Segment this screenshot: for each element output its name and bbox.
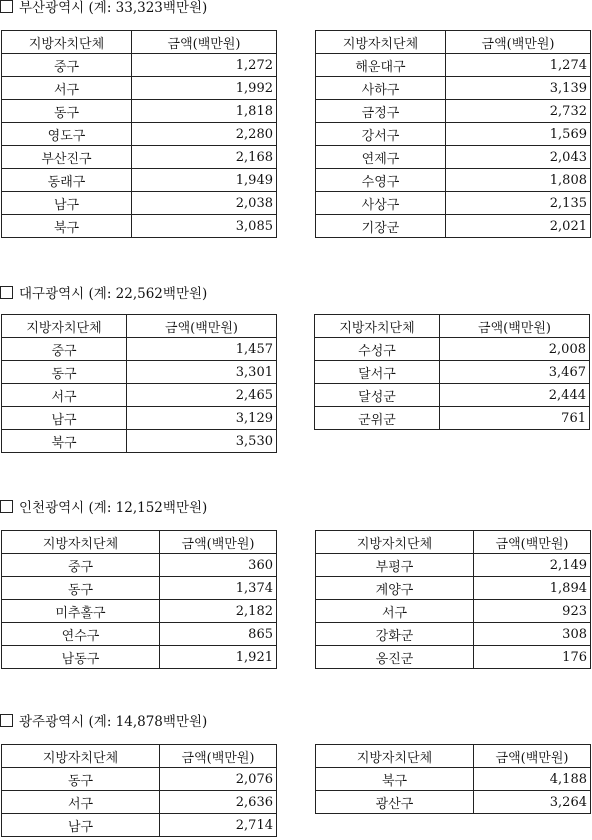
amount-value: 923 [474, 600, 591, 623]
table-row [316, 768, 591, 791]
table-row [2, 146, 277, 169]
amount-value: 1,808 [446, 169, 591, 192]
section-total: (계: 14,878백만원) [88, 714, 208, 730]
amount-value: 3,139 [446, 77, 591, 100]
amount-value: 2,076 [160, 768, 277, 791]
checkbox-square-icon [0, 500, 13, 513]
amount-value: 1,272 [132, 54, 277, 77]
table-body [2, 768, 277, 837]
table-row [2, 768, 277, 791]
municipality-name: 서구 [2, 77, 132, 100]
municipality-name: 동구 [2, 577, 160, 600]
table-row [2, 123, 277, 146]
table-row [2, 192, 277, 215]
table-row [2, 169, 277, 192]
municipality-name: 부평구 [316, 554, 474, 577]
checkbox-square-icon [0, 0, 13, 13]
amount-value: 3,085 [132, 215, 277, 238]
header-name: 지방자치단체 [2, 531, 160, 554]
amount-value: 865 [160, 623, 277, 646]
municipality-name: 동구 [2, 768, 160, 791]
municipality-name: 남구 [2, 407, 127, 430]
amount-value: 3,301 [127, 361, 277, 384]
table-row [2, 54, 277, 77]
municipality-name: 영도구 [2, 123, 132, 146]
table-row [316, 623, 591, 646]
left-table [1, 314, 277, 453]
table-row [2, 430, 277, 453]
table-body [2, 338, 277, 453]
section-total: (계: 33,323백만원) [88, 0, 208, 16]
municipality-name: 해운대구 [316, 54, 446, 77]
right-table [315, 30, 591, 238]
municipality-name: 남구 [2, 814, 160, 837]
table-row [316, 192, 591, 215]
amount-value: 2,149 [474, 554, 591, 577]
table-header-row [315, 315, 590, 338]
header-amount: 금액(백만원) [440, 315, 590, 338]
left-table [1, 744, 277, 837]
table-body [316, 768, 591, 814]
municipality-name: 수영구 [316, 169, 446, 192]
municipality-name: 남동구 [2, 646, 160, 669]
amount-value: 3,467 [440, 361, 590, 384]
table-row [2, 215, 277, 238]
municipality-name: 연제구 [316, 146, 446, 169]
section-heading [0, 0, 207, 16]
table-header-row [2, 531, 277, 554]
amount-value: 176 [474, 646, 591, 669]
municipality-name: 광산구 [316, 791, 474, 814]
municipality-name: 서구 [316, 600, 474, 623]
amount-value: 2,465 [127, 384, 277, 407]
municipality-name: 수성구 [315, 338, 440, 361]
amount-value: 3,129 [127, 407, 277, 430]
header-amount: 금액(백만원) [127, 315, 277, 338]
table-row [2, 384, 277, 407]
municipality-name: 북구 [2, 215, 132, 238]
municipality-name: 연수구 [2, 623, 160, 646]
header-amount: 금액(백만원) [160, 531, 277, 554]
header-name: 지방자치단체 [316, 745, 474, 768]
municipality-name: 군위군 [315, 407, 440, 430]
table-header-row [316, 531, 591, 554]
right-table [315, 744, 591, 814]
table-row [2, 814, 277, 837]
amount-value: 2,135 [446, 192, 591, 215]
section-total: (계: 12,152백만원) [88, 500, 208, 516]
header-name: 지방자치단체 [316, 31, 446, 54]
section-title: 인천광역시 [19, 500, 85, 516]
amount-value: 2,182 [160, 600, 277, 623]
municipality-name: 동구 [2, 361, 127, 384]
table-row [2, 338, 277, 361]
header-amount: 금액(백만원) [446, 31, 591, 54]
table-row [2, 646, 277, 669]
amount-value: 308 [474, 623, 591, 646]
table-body [316, 554, 591, 669]
amount-value: 2,008 [440, 338, 590, 361]
municipality-name: 서구 [2, 791, 160, 814]
amount-value: 2,636 [160, 791, 277, 814]
table-row [2, 100, 277, 123]
amount-value: 2,280 [132, 123, 277, 146]
municipality-name: 미추홀구 [2, 600, 160, 623]
table-row [316, 554, 591, 577]
checkbox-square-icon [0, 286, 13, 299]
municipality-name: 기장군 [316, 215, 446, 238]
right-table [314, 314, 590, 430]
amount-value: 4,188 [474, 768, 591, 791]
municipality-name: 중구 [2, 54, 132, 77]
municipality-name: 강서구 [316, 123, 446, 146]
table-row [2, 791, 277, 814]
table-row [316, 646, 591, 669]
section-title: 부산광역시 [19, 0, 85, 16]
amount-value: 2,043 [446, 146, 591, 169]
municipality-name: 중구 [2, 554, 160, 577]
table-header-row [316, 31, 591, 54]
section-title: 대구광역시 [19, 286, 85, 302]
left-table [1, 530, 277, 669]
table-row [2, 407, 277, 430]
table-row [316, 577, 591, 600]
header-amount: 금액(백만원) [132, 31, 277, 54]
table-row [2, 600, 277, 623]
section-heading [0, 714, 207, 730]
table-header-row [316, 745, 591, 768]
table-row [315, 361, 590, 384]
municipality-name: 북구 [2, 430, 127, 453]
table-row [316, 146, 591, 169]
municipality-name: 사하구 [316, 77, 446, 100]
amount-value: 1,992 [132, 77, 277, 100]
amount-value: 1,921 [160, 646, 277, 669]
amount-value: 1,374 [160, 577, 277, 600]
amount-value: 2,444 [440, 384, 590, 407]
table-row [2, 361, 277, 384]
municipality-name: 금정구 [316, 100, 446, 123]
section-heading [0, 500, 207, 516]
section-total: (계: 22,562백만원) [88, 286, 208, 302]
table-body [316, 54, 591, 238]
amount-value: 2,168 [132, 146, 277, 169]
municipality-name: 강화군 [316, 623, 474, 646]
municipality-name: 달서구 [315, 361, 440, 384]
header-name: 지방자치단체 [2, 315, 127, 338]
table-row [315, 384, 590, 407]
header-amount: 금액(백만원) [160, 745, 277, 768]
amount-value: 2,038 [132, 192, 277, 215]
municipality-name: 남구 [2, 192, 132, 215]
table-row [315, 338, 590, 361]
amount-value: 1,818 [132, 100, 277, 123]
left-table [1, 30, 277, 238]
section-title: 광주광역시 [19, 714, 85, 730]
header-name: 지방자치단체 [2, 745, 160, 768]
table-row [316, 100, 591, 123]
municipality-name: 계양구 [316, 577, 474, 600]
amount-value: 1,949 [132, 169, 277, 192]
header-name: 지방자치단체 [316, 531, 474, 554]
header-name: 지방자치단체 [315, 315, 440, 338]
table-body [2, 554, 277, 669]
municipality-name: 중구 [2, 338, 127, 361]
amount-value: 3,530 [127, 430, 277, 453]
amount-value: 360 [160, 554, 277, 577]
right-table [315, 530, 591, 669]
municipality-name: 사상구 [316, 192, 446, 215]
table-row [2, 577, 277, 600]
table-header-row [2, 745, 277, 768]
municipality-name: 동구 [2, 100, 132, 123]
municipality-name: 서구 [2, 384, 127, 407]
table-row [315, 407, 590, 430]
amount-value: 2,021 [446, 215, 591, 238]
table-header-row [2, 315, 277, 338]
municipality-name: 옹진군 [316, 646, 474, 669]
table-header-row [2, 31, 277, 54]
amount-value: 1,274 [446, 54, 591, 77]
amount-value: 3,264 [474, 791, 591, 814]
checkbox-square-icon [0, 714, 13, 727]
table-row [316, 77, 591, 100]
table-body [2, 54, 277, 238]
amount-value: 2,714 [160, 814, 277, 837]
header-amount: 금액(백만원) [474, 531, 591, 554]
table-row [316, 215, 591, 238]
table-row [2, 77, 277, 100]
municipality-name: 북구 [316, 768, 474, 791]
table-row [316, 169, 591, 192]
municipality-name: 부산진구 [2, 146, 132, 169]
amount-value: 1,894 [474, 577, 591, 600]
table-row [316, 600, 591, 623]
amount-value: 1,457 [127, 338, 277, 361]
table-row [316, 54, 591, 77]
amount-value: 1,569 [446, 123, 591, 146]
header-amount: 금액(백만원) [474, 745, 591, 768]
amount-value: 761 [440, 407, 590, 430]
municipality-name: 동래구 [2, 169, 132, 192]
table-row [316, 791, 591, 814]
table-row [2, 623, 277, 646]
table-body [315, 338, 590, 430]
municipality-name: 달성군 [315, 384, 440, 407]
header-name: 지방자치단체 [2, 31, 132, 54]
section-heading [0, 286, 207, 302]
amount-value: 2,732 [446, 100, 591, 123]
table-row [316, 123, 591, 146]
table-row [2, 554, 277, 577]
